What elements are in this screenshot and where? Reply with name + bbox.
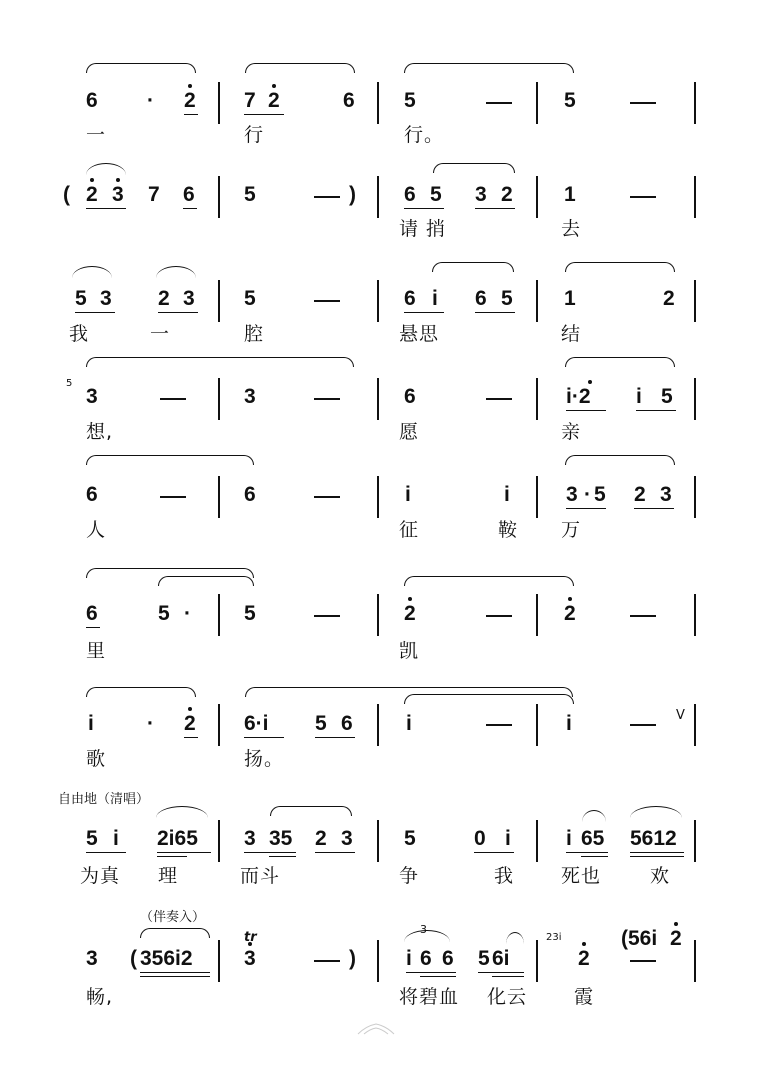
underline xyxy=(475,312,515,313)
extension-dash xyxy=(314,615,340,617)
note: · xyxy=(584,483,591,506)
grace-note: 5 xyxy=(66,378,73,389)
underline xyxy=(86,852,126,853)
slur xyxy=(245,63,355,73)
note: 5 xyxy=(594,483,606,506)
note: ( xyxy=(63,183,70,206)
underline xyxy=(420,976,456,977)
note: 3 xyxy=(566,483,578,506)
slur xyxy=(404,694,574,704)
note: i xyxy=(88,712,94,735)
note: i xyxy=(113,827,119,850)
barline xyxy=(218,704,220,746)
barline xyxy=(377,820,379,862)
extension-dash xyxy=(630,615,656,617)
note: 5 xyxy=(478,947,490,970)
barline xyxy=(694,594,696,636)
extension-dash xyxy=(160,496,186,498)
extension-dash xyxy=(486,102,512,104)
note: 3 xyxy=(475,183,487,206)
note: 3 xyxy=(244,947,256,970)
lyric: 一 xyxy=(86,124,107,146)
note: 2 xyxy=(315,827,327,850)
note: i xyxy=(566,827,572,850)
note: i xyxy=(432,287,438,310)
note: 356i2 xyxy=(140,947,193,970)
note: 5 xyxy=(244,183,256,206)
high-octave-dot xyxy=(272,84,276,88)
lyric: 死也 xyxy=(561,865,602,887)
underline xyxy=(86,627,100,628)
high-octave-dot xyxy=(90,178,94,182)
slur xyxy=(565,262,675,272)
note: · xyxy=(147,89,154,112)
note: 5 xyxy=(404,827,416,850)
note: 3 xyxy=(660,483,672,506)
high-octave-dot xyxy=(582,942,586,946)
underline xyxy=(492,976,524,977)
extension-dash xyxy=(630,196,656,198)
lyric: 悬思 xyxy=(399,323,440,345)
lyric: 亲 xyxy=(561,421,582,443)
lyric: 凯 xyxy=(399,640,420,662)
slur xyxy=(270,806,352,816)
note: 3 xyxy=(100,287,112,310)
slur xyxy=(565,455,675,465)
extension-dash xyxy=(486,398,512,400)
barline xyxy=(536,476,538,518)
lyric: 人 xyxy=(86,519,107,541)
note: · xyxy=(184,602,191,625)
slur xyxy=(506,932,524,944)
extension-dash xyxy=(630,724,656,726)
slur xyxy=(86,455,254,465)
note: 6 xyxy=(420,947,432,970)
high-octave-dot xyxy=(116,178,120,182)
lyric: 为真 xyxy=(80,865,121,887)
note: 5 xyxy=(430,183,442,206)
note: 7 xyxy=(244,89,256,112)
note: 2 xyxy=(501,183,513,206)
note: 2 xyxy=(184,89,196,112)
triplet-marking: 3 xyxy=(420,923,427,936)
slur xyxy=(156,806,208,818)
note: 3 xyxy=(341,827,353,850)
note: 6 xyxy=(341,712,353,735)
extension-dash xyxy=(314,398,340,400)
extension-dash xyxy=(314,196,340,198)
barline xyxy=(694,82,696,124)
high-octave-dot xyxy=(188,84,192,88)
lyric: 而斗 xyxy=(240,865,281,887)
note: · xyxy=(147,712,154,735)
barline xyxy=(218,476,220,518)
note: 6 xyxy=(404,287,416,310)
note: 2 xyxy=(86,183,98,206)
lyric: 行。 xyxy=(404,124,445,146)
lyric: 愿 xyxy=(399,421,420,443)
extension-dash xyxy=(314,960,340,962)
note: 6 xyxy=(244,483,256,506)
extension-dash xyxy=(486,615,512,617)
note: 35 xyxy=(269,827,293,850)
note: i xyxy=(636,385,642,408)
barline xyxy=(218,378,220,420)
lyric: 化云 xyxy=(487,986,528,1008)
lyric: 霞 xyxy=(574,986,595,1008)
note: 6 xyxy=(404,183,416,206)
underline xyxy=(244,852,296,853)
extension-dash xyxy=(630,102,656,104)
barline xyxy=(694,820,696,862)
underline xyxy=(315,737,355,738)
note: 7 xyxy=(148,183,160,206)
note: 6 xyxy=(183,183,195,206)
lyric: 里 xyxy=(86,640,107,662)
lyric: 将碧血 xyxy=(399,986,460,1008)
barline xyxy=(377,704,379,746)
note: 6 xyxy=(475,287,487,310)
note: 2 xyxy=(184,712,196,735)
note: 2 xyxy=(663,287,675,310)
lyric: 理 xyxy=(158,865,179,887)
note: 6 xyxy=(343,89,355,112)
underline xyxy=(404,312,444,313)
underline xyxy=(581,856,608,857)
underline xyxy=(244,114,284,115)
lyric: 我 xyxy=(69,323,90,345)
note: 5 xyxy=(244,602,256,625)
note: 6 xyxy=(86,602,98,625)
note: 1 xyxy=(564,287,576,310)
note: 5 xyxy=(315,712,327,735)
barline xyxy=(694,378,696,420)
barline xyxy=(536,594,538,636)
barline xyxy=(218,82,220,124)
note: 6 xyxy=(404,385,416,408)
note: i·2 xyxy=(566,385,591,408)
extension-dash xyxy=(486,724,512,726)
underline xyxy=(566,410,606,411)
note: 0 xyxy=(474,827,486,850)
grace-notes: 23i xyxy=(546,932,562,943)
lyric: 万 xyxy=(561,519,582,541)
high-octave-dot xyxy=(674,922,678,926)
underline xyxy=(140,972,210,973)
underline xyxy=(630,856,684,857)
lyric: 去 xyxy=(561,218,582,240)
barline xyxy=(536,704,538,746)
note: ( xyxy=(130,947,137,970)
note: 5 xyxy=(75,287,87,310)
underline xyxy=(474,852,514,853)
barline xyxy=(377,940,379,982)
extension-dash xyxy=(314,496,340,498)
underline xyxy=(157,856,187,857)
underline xyxy=(315,852,355,853)
note: 2 xyxy=(404,602,416,625)
underline xyxy=(634,508,674,509)
lyric: 结 xyxy=(561,323,582,345)
lyric: 鞍 xyxy=(498,519,519,541)
underline xyxy=(75,312,115,313)
slur xyxy=(432,262,514,272)
underline xyxy=(478,972,524,973)
note: 3 xyxy=(244,827,256,850)
note: i xyxy=(566,712,572,735)
trill-marking: tr xyxy=(244,930,257,945)
note: 2 xyxy=(578,947,590,970)
note: i xyxy=(406,712,412,735)
note: 5 xyxy=(404,89,416,112)
underline xyxy=(183,208,197,209)
barline xyxy=(694,940,696,982)
barline xyxy=(694,704,696,746)
note: 2 xyxy=(670,927,682,950)
lyric: 一 xyxy=(150,323,171,345)
underline xyxy=(244,737,284,738)
slur xyxy=(404,930,450,942)
high-octave-dot xyxy=(568,597,572,601)
underline xyxy=(158,312,198,313)
lyric: 请 捎 xyxy=(399,218,447,240)
extension-dash xyxy=(630,960,656,962)
accompaniment-entry-marking: （伴奏入） xyxy=(140,910,206,925)
barline xyxy=(218,940,220,982)
note: 5 xyxy=(86,827,98,850)
slur xyxy=(72,266,112,278)
underline xyxy=(184,737,198,738)
barline xyxy=(536,176,538,218)
note: (56i xyxy=(621,927,658,950)
note: 3 xyxy=(112,183,124,206)
barline xyxy=(377,82,379,124)
lyric: 欢 xyxy=(650,865,671,887)
underline xyxy=(630,852,684,853)
underline xyxy=(140,976,210,977)
note: i xyxy=(505,827,511,850)
note: 2 xyxy=(158,287,170,310)
underline xyxy=(566,508,606,509)
extension-dash xyxy=(314,300,340,302)
note: 5 xyxy=(244,287,256,310)
barline xyxy=(694,176,696,218)
barline xyxy=(694,280,696,322)
underline xyxy=(475,208,515,209)
underline xyxy=(404,208,444,209)
slur xyxy=(433,163,515,173)
barline xyxy=(377,594,379,636)
note: 1 xyxy=(564,183,576,206)
barline xyxy=(218,280,220,322)
lyric: 争 xyxy=(399,865,420,887)
slur xyxy=(86,687,196,697)
barline xyxy=(536,280,538,322)
note: 2 xyxy=(268,89,280,112)
note: 6 xyxy=(86,89,98,112)
breath-mark: V xyxy=(676,708,685,723)
note: 5 xyxy=(158,602,170,625)
high-octave-dot xyxy=(408,597,412,601)
barline xyxy=(377,476,379,518)
note: 2 xyxy=(564,602,576,625)
slur xyxy=(86,63,196,73)
underline xyxy=(566,852,608,853)
note: 65 xyxy=(581,827,605,850)
barline xyxy=(536,820,538,862)
barline xyxy=(377,378,379,420)
barline xyxy=(536,378,538,420)
underline xyxy=(406,972,456,973)
barline xyxy=(218,820,220,862)
lyric: 我 xyxy=(494,865,515,887)
note: 5612 xyxy=(630,827,677,850)
note: 3 xyxy=(183,287,195,310)
lyric: 畅, xyxy=(86,986,114,1008)
slur xyxy=(86,357,354,367)
note: i xyxy=(406,947,412,970)
slur xyxy=(565,357,675,367)
barline xyxy=(536,82,538,124)
underline xyxy=(269,856,296,857)
note: ) xyxy=(349,947,356,970)
barline xyxy=(377,280,379,322)
underline xyxy=(184,114,198,115)
lyric: 腔 xyxy=(244,323,265,345)
page-ornament-icon xyxy=(356,1022,396,1036)
slur xyxy=(630,806,682,818)
slur xyxy=(140,928,210,938)
note: 2i65 xyxy=(157,827,198,850)
note: 6 xyxy=(442,947,454,970)
extension-dash xyxy=(160,398,186,400)
slur xyxy=(404,576,574,586)
barline xyxy=(218,594,220,636)
note: 5 xyxy=(501,287,513,310)
note: 6·i xyxy=(244,712,269,735)
note: 6 xyxy=(86,483,98,506)
lyric: 扬。 xyxy=(244,748,285,770)
slur xyxy=(158,576,254,586)
barline xyxy=(377,176,379,218)
slur xyxy=(582,810,606,822)
note: ) xyxy=(349,183,356,206)
underline xyxy=(86,208,126,209)
lyric: 想, xyxy=(86,421,114,443)
slur xyxy=(86,163,126,175)
underline xyxy=(157,852,211,853)
note: 6i xyxy=(492,947,510,970)
high-octave-dot xyxy=(188,707,192,711)
underline xyxy=(636,410,676,411)
high-octave-dot xyxy=(588,380,592,384)
note: 3 xyxy=(244,385,256,408)
free-tempo-marking: 自由地（清唱） xyxy=(58,792,150,807)
slur xyxy=(156,266,196,278)
note: 5 xyxy=(661,385,673,408)
note: 3 xyxy=(86,947,98,970)
slur xyxy=(404,63,574,73)
barline xyxy=(694,476,696,518)
note: 5 xyxy=(564,89,576,112)
barline xyxy=(218,176,220,218)
note: i xyxy=(405,483,411,506)
barline xyxy=(536,940,538,982)
lyric: 行 xyxy=(244,124,265,146)
note: 2 xyxy=(634,483,646,506)
lyric: 征 xyxy=(399,519,420,541)
lyric: 歌 xyxy=(86,748,107,770)
note: 3 xyxy=(86,385,98,408)
note: i xyxy=(504,483,510,506)
